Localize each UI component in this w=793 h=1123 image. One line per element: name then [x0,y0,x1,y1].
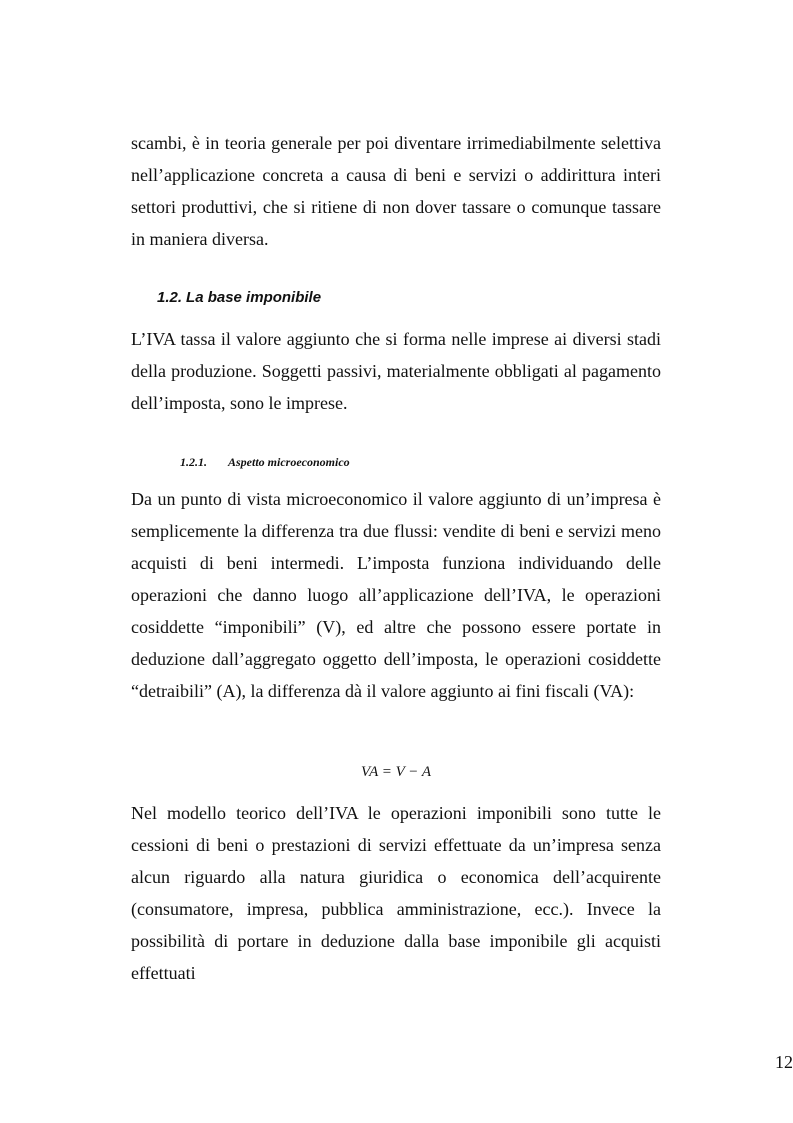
paragraph-model: Nel modello teorico dell’IVA le operazioni imponibili sono tutte le cessioni di beni o prestazioni di servizi effettuate da un’impresa senza alcun riguardo alla natura giuridica o economica dell’acquirente (consumatore, impresa, pubblica amministrazione, ecc.). Invece la possibilità di portare in deduzione dalla base imponibile gli acquisti effettuati [131,803,661,983]
subsection-number: 1.2.1. [180,455,207,469]
paragraph-micro: Da un punto di vista microeconomico il valore aggiunto di un’impresa è semplicemente la differenza tra due flussi: vendite di beni e servizi meno acquisti di beni intermedi. L’imposta funziona individuando delle operazioni che danno luogo all’applicazione dell’IVA, le operazioni cosiddette “imponibili” (V), ed altre che possono essere portate in deduzione dall’aggregato oggetto dell’imposta, le operazioni cosiddette “detraibili” (A), la differenza dà il valore aggiunto ai fini fiscali (VA): [131,489,661,701]
subsection-title: Aspetto microeconomico [228,455,350,469]
section-heading [157,287,321,309]
section-number: 1.2. [157,289,183,306]
page-number: 12 [775,1052,793,1072]
paragraph-intro: scambi, è in teoria generale per poi diventare irrimediabilmente selettiva nell’applicazione concreta a causa di beni e servizi o addirittura interi settori produttivi, che si ritiene di non dover tassare o comunque tassare in maniera diversa. [131,133,661,249]
section-title: La base imponibile [186,289,322,306]
subsection-heading [180,452,350,472]
paragraph-base: L’IVA tassa il valore aggiunto che si forma nelle imprese ai diversi stadi della produzione. Soggetti passivi, materialmente obbligati al pagamento dell’imposta, sono le imprese. [131,329,661,413]
formula: VA = V − A [361,764,431,780]
